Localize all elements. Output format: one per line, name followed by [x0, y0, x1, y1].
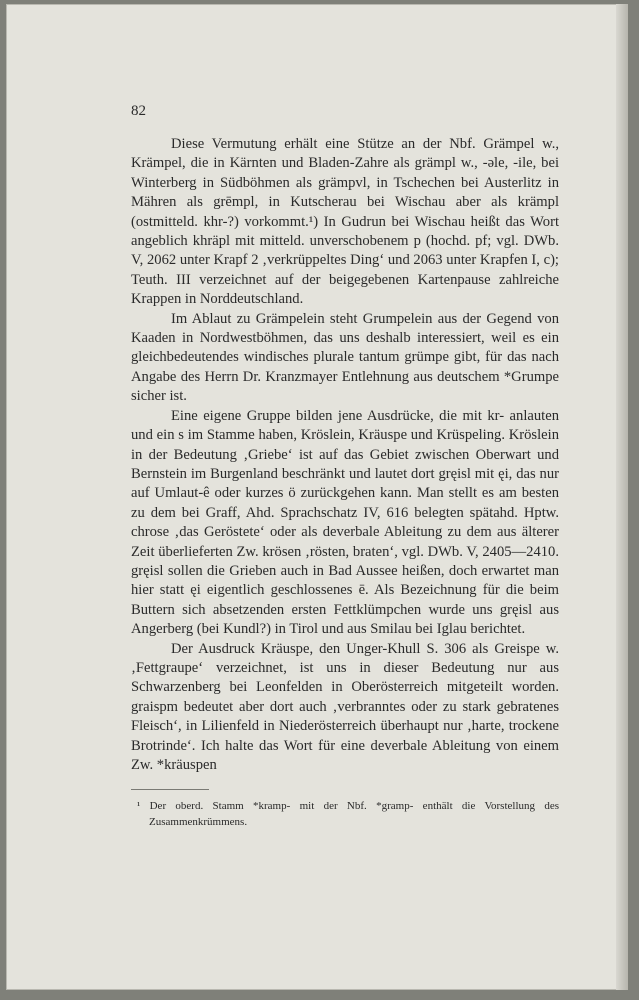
paragraph-2: Im Ablaut zu Grämpelein steht Grumpelein aus der Gegend von Kaaden in Nordwestböhmen, das uns deshalb interessiert, weil es ein gleichbedeutendes windisches plurale tantum grümpe gibt, für das nach Angabe des Herrn Dr. Kranzmayer Entlehnung aus deutschem *Grumpe sicher ist.: [131, 310, 559, 405]
paragraph-4: Der Ausdruck Kräuspe, den Unger-Khull S. 306 als Greispe w. ‚Fettgraupe‘ verzeichnet, ist uns in dieser Bedeutung nur aus Schwarzenberg bei Leonfelden in Oberösterreich mitgeteilt worden. graispm bedeutet aber dort auch ‚verbranntes oder zu stark gebratenes Fleisch‘, in Lilienfeld in Niederösterreich überhaupt nur ‚harte, trockene Brotrinde‘. Ich halte das Wort für eine deverbale Ableitung von einem Zw. *kräuspen: [131, 640, 559, 773]
page-edge: [616, 4, 628, 990]
paragraph-3: Eine eigene Gruppe bilden jene Ausdrücke, die mit kr- anlauten und ein s im Stamme haben, Kröslein, Kräuspe und Krüspeling. Kröslein in der Bedeutung ‚Griebe‘ ist auf das Gebiet zwischen Oberwart und Bernstein im Burgenland beschränkt und lautet dort gręisl mit ęi, das nur auf Umlaut-ê oder kurzes ö zurückgehen kann. Man stellt es am besten zu dem bei Graff, Ahd. Sprachschatz IV, 616 belegten spätahd. Hptw. chrose ‚das Geröstete‘ oder als deverbale Ableitung zu dem aus älterer Zeit überlieferten Zw. krösen ‚rösten, braten‘, vgl. DWb. V, 2405—2410. gręisl sollen die Grieben auch in Bad Aussee heißen, doch erwartet man hier statt ęi eigentlich geschlossenes ē. Als Bezeichnung für die beim Buttern sich absetzenden ersten Fettklümpchen wurde uns gręisl aus Angerberg (bei Kundl?) in Tirol und aus Smilau bei Iglau berichtet.: [131, 407, 559, 638]
page-number: 82: [131, 103, 146, 119]
footnote: ¹ Der oberd. Stamm *kramp- mit der Nbf. *gramp- enthält die Vorstellung des Zusammenkrümmens.: [137, 800, 559, 829]
footnote-rule: [131, 789, 209, 790]
page-content: [131, 103, 559, 830]
paragraph-1: Diese Vermutung erhält eine Stütze an der Nbf. Grämpel w., Krämpel, die in Kärnten und Bladen-Zahre als grämpl w., -əle, -ile, bei Winterberg in Südböhmen als grämpvl, in Tschechen bei Austerlitz in Mähren als grēmpl, in Kutscherau bei Wischau aber als krämpl (ostmitteld. khr-?) vorkommt.¹) In Gudrun bei Wischau heißt das Wort angeblich khräpl mit mitteld. unverschobenem p (hochd. pf; vgl. DWb. V, 2062 unter Krapf 2 ‚verkrüppeltes Ding‘ und 2063 unter Krapfen I, c); Teuth. III verzeichnet auf der beigegebenen Kartenpause zahlreiche Krappen in Norddeutschland.: [131, 136, 559, 308]
